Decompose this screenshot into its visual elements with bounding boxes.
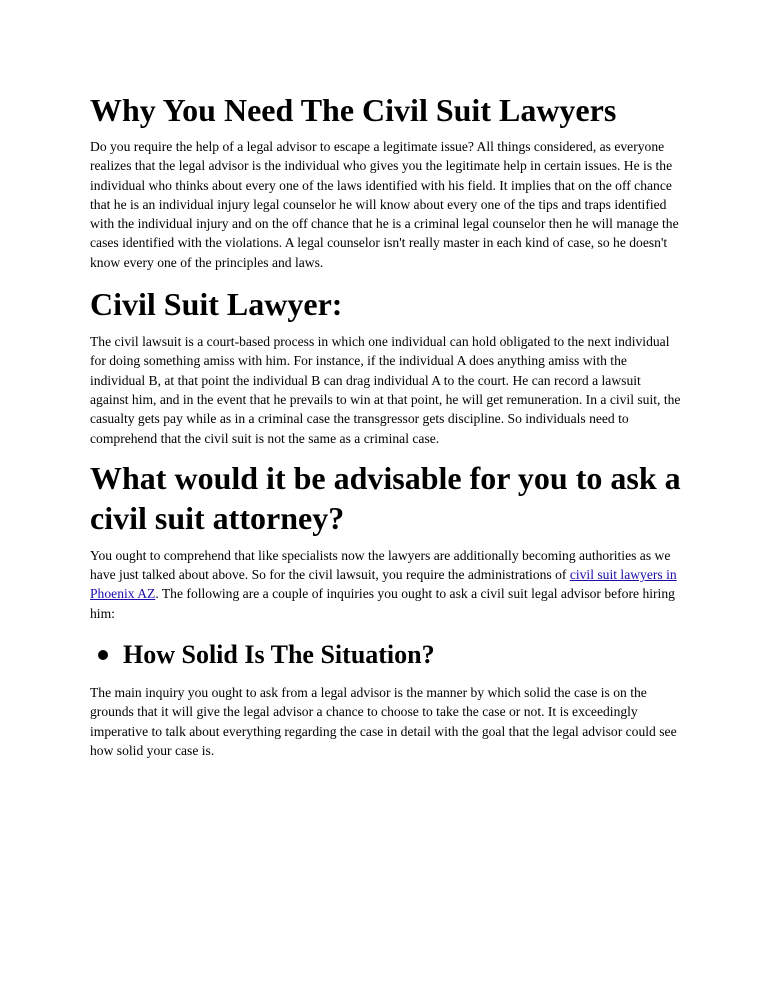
section-heading-questions: What would it be advisable for you to ask a civil suit attorney?: [90, 459, 681, 536]
bullet-item: [98, 637, 682, 673]
questions-text-before-link: You ought to comprehend that like specialists now the lawyers are additionally becoming authorities as we have just talked about above. So for the civil lawsuit, you require the administrations of: [90, 547, 671, 583]
bullet-heading-solid-situation: How Solid Is The Situation?: [123, 640, 435, 670]
solid-situation-paragraph: The main inquiry you ought to ask from a legal advisor is the manner by which solid the case is on the grounds that it will give the legal advisor a chance to choose to take the case or not. It is exceedingly imperative to talk about everything regarding the case in detail with the goal that the legal advisor could see how solid your case is.: [90, 685, 677, 758]
phoenix-lawyers-link[interactable]: civil suit lawyers in Phoenix AZ: [90, 567, 677, 602]
civil-suit-lawyer-paragraph: The civil lawsuit is a court-based process in which one individual can hold obligated to the next individual for doing something amiss with him. For instance, if the individual A does anything amiss with the individual B, at that point the individual B can drag individual A to the court. He can record a lawsuit against him, and in the event that he prevails to win at that point, he will get remuneration. In a civil suit, the casualty gets pay while as in a criminal case the transgressor gets discipline. So individuals need to comprehend that the civil suit is not the same as a criminal case.: [90, 334, 681, 446]
questions-text-after-link: . The following are a couple of inquiries you ought to ask a civil suit legal advisor before hiring him:: [90, 586, 675, 621]
section-heading-civil-suit-lawyer: Civil Suit Lawyer:: [90, 286, 343, 323]
questions-paragraph: [90, 546, 682, 623]
document-title: Why You Need The Civil Suit Lawyers: [90, 92, 617, 128]
document-page: [90, 90, 682, 760]
bullet-icon: [98, 650, 108, 660]
intro-paragraph: Do you require the help of a legal advisor to escape a legitimate issue? All things considered, as everyone realizes that the legal advisor is the individual who gives you the legitimate help in certain issues. He is the individual who thinks about every one of the laws identified with his field. It implies that on the off chance that he is an individual injury legal counselor he will know about every one of the tips and traps identified with the individual injury and on the off chance that he is a criminal legal counselor then he will manage the cases identified with the violations. A legal counselor isn't really master in each kind of case, so he doesn't know every one of the principles and laws.: [90, 139, 679, 270]
